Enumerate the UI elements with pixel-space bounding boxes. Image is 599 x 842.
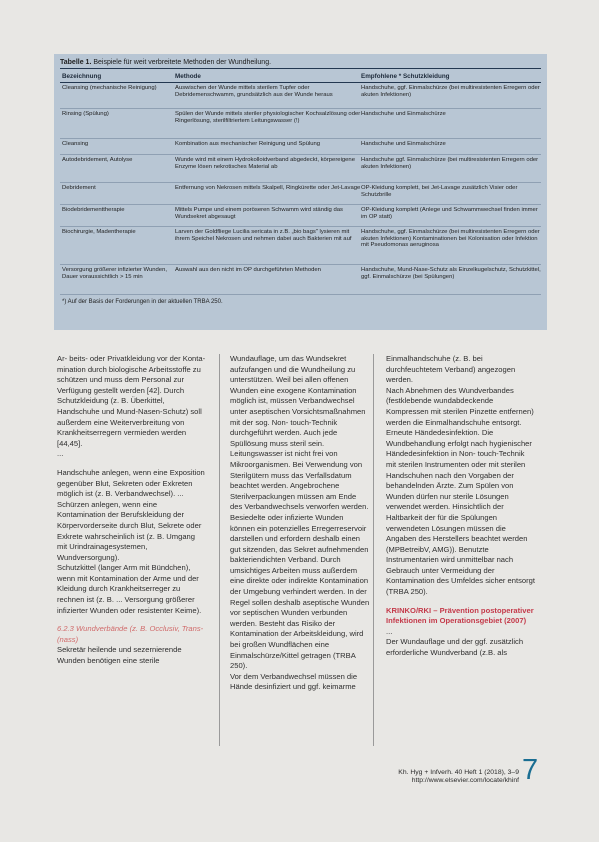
cell: Cleansing bbox=[62, 141, 89, 147]
table-caption bbox=[60, 58, 541, 69]
table-row bbox=[60, 227, 541, 265]
cell: Biochirurgie, Madentherapie bbox=[62, 229, 136, 235]
paragraph: Vor dem Verbandwechsel müssen die Hände desinfiziert und ggf. keimarme bbox=[230, 671, 358, 692]
cell: Wunde wird mit einem Hydrokolloidverband abgedeckt, körpereigene Enzyme lösen nekrotisches Material ab bbox=[175, 157, 355, 170]
table-row bbox=[60, 205, 541, 227]
journal-citation: Kh. Hyg + Infverh. 40 Heft 1 (2018), 3–9 bbox=[398, 769, 519, 776]
table-row bbox=[60, 139, 541, 155]
header-schutzkleidung: Empfohlene * Schutzkleidung bbox=[361, 73, 450, 80]
paragraph: Ar- beits- oder Privatkleidung vor der Konta- mination durch biologische Arbeitsstoffe zu schützen und muss dem Personal zur Verfügung gestellt werden [42]. Durch Schutzkleidung (z. B. Überkittel, Handschuhe und Mund-Nasen-Schutz) soll außerdem eine Weiterverbreitung von Krankheitserregern vermieden werden [44,45]. bbox=[57, 354, 206, 448]
paragraph: Schutzkittel (langer Arm mit Bündchen), wenn mit Kontamination der Arme und der Kleidung durch Krankheitserreger zu rechnen ist (z. B. ... Versorgung größerer infizierter Wunden oder resistenter Keime). bbox=[57, 563, 202, 615]
section-heading: KRINKO/RKI – Prävention postoperativer Infektionen im Operationsgebiet (2007) bbox=[386, 605, 534, 626]
cell: Mittels Pumpe und einem poröseren Schwamm wird ständig das Wundsekret abgesaugt bbox=[175, 207, 343, 220]
text-column-3 bbox=[386, 354, 536, 659]
paragraph: Schürzen anlegen, wenn eine Kontamination der Berufskleidung der Körpervorderseite durch Blut, Sekrete oder Exkrete wahrscheinlich ist (z. B. Umgang mit Urindrainagesystemen, Wundversorgung). bbox=[57, 499, 202, 562]
cell: Spülen der Wunde mittels steriler physiologischer Kochsalzlösung oder Ringerlösung, sterilfiltriertem Leitungswasser (!) bbox=[175, 111, 361, 124]
header-bezeichnung: Bezeichnung bbox=[62, 73, 102, 80]
paragraph: Nach Abnehmen des Wundverbandes (festklebende wundabdeckende Kompressen mit sterilen Pinzette entfernen) werden die Einmalhandschuhe entsorgt. Erneute Händedesinfektion. Die Wundbehandlung erfolgt nach hygienischer Händedesinfektion in Non- touch-Technik mit sterilen Instrumenten oder mit sterilen Handschuhen nach den Vorgaben der behandelnden Ärzte. Zum Spülen von Wunden dürfen nur sterile Lösungen verwendet werden. Hinsichtlich der Haltbarkeit der für die Spülungen verwendeten Lösungen müssen die Angaben des Herstellers beachtet werden (MPBetreibV, AMG)). Benutzte Instrumentarien wird unmittelbar nach Gebrauch unter Vermeidung der Kontamination des Umfeldes sicher entsorgt (TRBA 250). bbox=[386, 385, 535, 597]
section-heading: 6.2.3 Wundverbände (z. B. Occlusiv, Trans- (nass) bbox=[57, 624, 204, 644]
cell: Handschuhe, Mund-Nase-Schutz als Einzelkugelschutz, Schutzkittel, ggf. Einmalschürze (bei Spülungen) bbox=[361, 267, 541, 280]
journal-footer bbox=[398, 769, 519, 785]
table-header-row bbox=[60, 71, 541, 83]
cell: Handschuhe, ggf. Einmalschürze (bei multiresistenten Erregern oder akuten Infektionen) Kontaminationen bei Kolonisation oder Infektion mit Pseudomonas aeruginosa bbox=[361, 229, 540, 249]
table-caption-label: Tabelle 1. bbox=[60, 59, 92, 66]
table-row bbox=[60, 183, 541, 205]
cell: Handschuhe, ggf. Einmalschürze (bei multiresistenten Erregern oder akuten Infektionen) bbox=[361, 85, 540, 98]
cell: Rinsing (Spülung) bbox=[62, 111, 109, 117]
cell: Versorgung größerer infizierter Wunden, Dauer voraussichtlich > 15 min bbox=[62, 267, 167, 280]
paragraph: Sekretär heilende und sezernierende Wunden benötigen eine sterile bbox=[57, 645, 182, 666]
cell: Kombination aus mechanischer Reinigung und Spülung bbox=[175, 141, 321, 147]
cell: Larven der Goldfliege Lucilia sericata in z.B. „bio bags" lysieren mit ihrem Speichel Nekrosen und nehmen dabei auch Bakterien mit auf bbox=[175, 229, 352, 242]
cell: Debridement bbox=[62, 185, 96, 191]
paragraph: Handschuhe anlegen, wenn eine Exposition gegenüber Blut, Sekreten oder Exkreten möglich ist (z. B. Verbandwechsel). ... bbox=[57, 467, 205, 499]
table-row bbox=[60, 265, 541, 295]
table-row bbox=[60, 109, 541, 139]
cell: Auswahl aus den nicht im OP durchgeführten Methoden bbox=[175, 267, 321, 273]
ellipsis: ... bbox=[386, 626, 393, 636]
table-row bbox=[60, 83, 541, 109]
cell: Handschuhe und Einmalschürze bbox=[361, 141, 446, 147]
ellipsis: ... bbox=[57, 449, 64, 459]
cell: Cleansing (mechanische Reinigung) bbox=[62, 85, 157, 91]
header-methode: Methode bbox=[175, 73, 201, 80]
cell: Autodebridement, Autolyse bbox=[62, 157, 133, 163]
spacer bbox=[386, 598, 536, 606]
spacer bbox=[57, 616, 207, 624]
cell: Entfernung von Nekrosen mittels Skalpell, Ringkürette oder Jet-Lavage bbox=[175, 185, 361, 191]
paragraph: Der Wundauflage und der ggf. zusätzlich erforderliche Wundverband (z.B. als bbox=[386, 637, 524, 658]
paragraph: Einmalhandschuhe (z. B. bei durchfeuchtetem Verband) angezogen werden. bbox=[386, 354, 516, 385]
page-number: 7 bbox=[522, 754, 539, 786]
table-footnote: *) Auf der Basis der Forderungen in der aktuellen TRBA 250. bbox=[62, 299, 223, 305]
table-row bbox=[60, 155, 541, 183]
cell: Auswischen der Wunde mittels sterilem Tupfer oder Debridemenschwamm, grundsätzlich aus der Wunde heraus bbox=[175, 85, 333, 98]
cell: Handschuhe und Einmalschürze bbox=[361, 111, 446, 117]
cell: Handschuhe ggf. Einmalschürze (bei multiresistenten Erregern oder akuten Infektionen) bbox=[361, 157, 539, 170]
table-caption-text: Beispiele für weit verbreitete Methoden der Wundheilung. bbox=[93, 59, 272, 66]
text-column-1 bbox=[57, 354, 207, 667]
text-column-2 bbox=[219, 354, 374, 746]
spacer bbox=[57, 460, 207, 468]
cell: OP-Kleidung komplett, bei Jet-Lavage zusätzlich Visier oder Schutzbrille bbox=[361, 185, 518, 198]
paragraph: Wundauflage, um das Wundsekret aufzufangen und die Wundheilung zu unterstützen. Weil bei allen offenen Wunden eine exogene Kontamination möglich ist, müssen Verbandwechsel unter aseptischen Vorsichtsmaßnahmen mit der sog. Non- touch-Technik durchgeführt werden. Auch jede Spüllösung muss steril sein. Leitungswasser ist nicht frei von Mikroorganismen. Bei Verwendung von Sterilgütern muss das Verfallsdatum beachtet werden. Angebrochene Sterilverpackungen müssen am Ende des Verbandwechsels verworfen werden. Besiedelte oder infizierte Wunden können ein potenzielles Erregerreservoir darstellen und erfordern deshalb einen gut sitzenden, das Sekret aufnehmenden bakteriendichten Verband. Durch umsichtiges Arbeiten muss außerdem eine direkte oder indirekte Kontamination der Umgebung verhindert werden. In der Regel sollen deshalb aseptische Wunden vor septischen Wunden verbunden werden. Besteht das Risiko der Kontamination der Arbeitskleidung, wird bei großen Wundflächen eine Einmalschürze/Kittel getragen (TRBA 250). bbox=[230, 354, 370, 671]
cell: OP-Kleidung komplett (Anlege und Schwammwechsel finden immer im OP statt) bbox=[361, 207, 538, 220]
journal-url[interactable]: http://www.elsevier.com/locate/khinf bbox=[411, 777, 519, 784]
methods-table bbox=[54, 54, 547, 330]
cell: Biodebridementtherapie bbox=[62, 207, 125, 213]
